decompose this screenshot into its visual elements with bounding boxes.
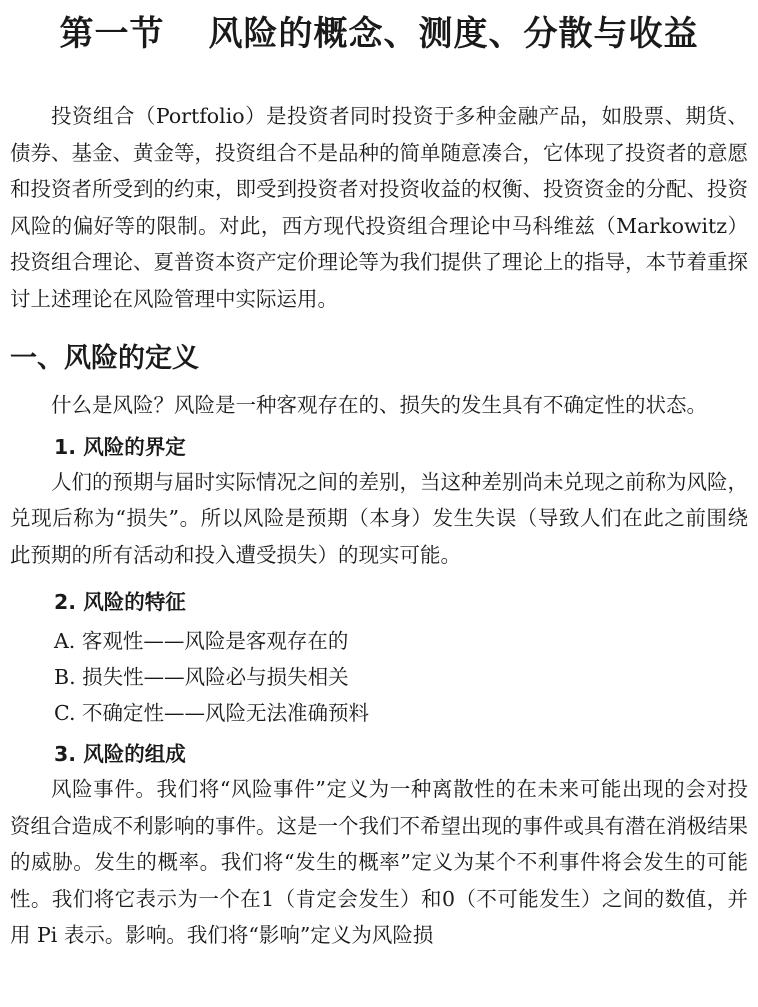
subheading-risk-features: 2. 风险的特征 — [54, 590, 186, 614]
risk-boundary-paragraph: 人们的预期与届时实际情况之间的差别，当这种差别尚未兑现之前称为风险，兑现后称为“损失”。所以风险是预期（本身）发生失误（导致人们在此之前围绕此预期的所有活动和投入遭受损失）的现实可能。 — [10, 469, 748, 567]
risk-components-paragraph: 风险事件。我们将“风险事件”定义为一种离散性的在未来可能出现的会对投资组合造成不利影响的事件。这是一个我们不希望出现的事件或具有潜在消极结果的威胁。发生的概率。我们将“发生的概率”定义为某个不利事件将会发生的可能性。我们将它表示为一个在1（肯定会发生）和0（不可能发生）之间的数值，并用 Pi 表示。影响。我们将“影响”定义为风险损 — [10, 777, 748, 947]
list-item: A. 客观性——风险是客观存在的 — [54, 629, 349, 653]
intro-paragraph: 投资组合（Portfolio）是投资者同时投资于多种金融产品，如股票、期货、债券、基金、黄金等，投资组合不是品种的简单随意凑合，它体现了投资者的意愿和投资者所受到的约束，即受到投资者对投资收益的权衡、投资资金的分配、投资风险的偏好等的限制。对此，西方现代投资组合理论中马科维兹（Markowitz）投资组合理论、夏普资本资产定价理论等为我们提供了理论上的指导，本节着重探讨上述理论在风险管理中实际运用。 — [10, 104, 748, 311]
list-item: B. 损失性——风险必与损失相关 — [54, 665, 349, 689]
subheading-risk-boundary: 1. 风险的界定 — [54, 434, 186, 459]
risk-features-list — [10, 623, 748, 731]
heading-risk-definition: 一、风险的定义 — [10, 343, 199, 374]
question-paragraph: 什么是风险？风险是一种客观存在的、损失的发生具有不确定性的状态。 — [51, 393, 707, 417]
section-title — [10, 0, 748, 58]
subheading-risk-components: 3. 风险的组成 — [54, 742, 186, 766]
section-number: 第一节 — [59, 14, 165, 54]
section-name: 风险的概念、测度、分散与收益 — [208, 14, 699, 54]
list-item: C. 不确定性——风险无法准确预料 — [54, 701, 369, 725]
